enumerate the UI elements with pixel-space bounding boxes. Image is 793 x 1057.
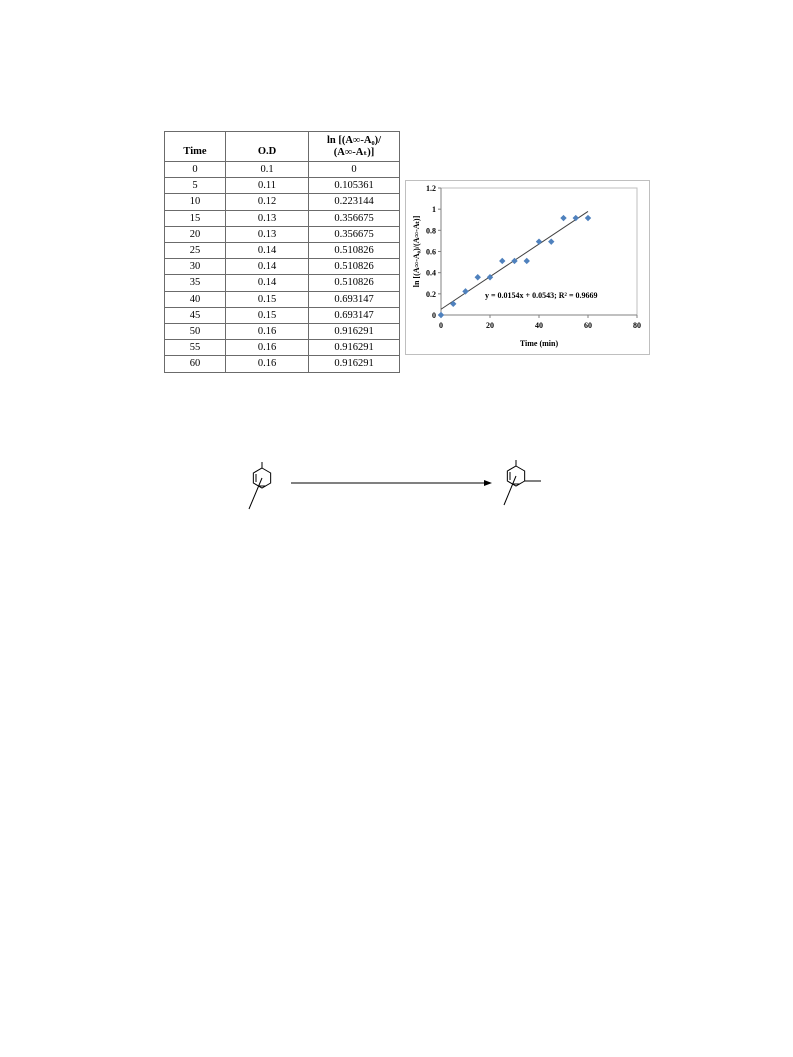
ln-value-cell: 0.356675 [309, 226, 400, 242]
y-tick-label: 0.8 [426, 226, 436, 236]
x-tick-label: 40 [535, 321, 543, 330]
table-row [165, 307, 400, 323]
time-cell: 5 [165, 178, 226, 194]
x-tick-label: 80 [633, 321, 641, 330]
table-row [165, 324, 400, 340]
ln-value-cell: 0.105361 [309, 178, 400, 194]
x-tick-label: 20 [486, 321, 494, 330]
ln-column-header [309, 132, 400, 162]
time-cell: 0 [165, 162, 226, 178]
time-cell: 60 [165, 356, 226, 372]
table-header-row [165, 132, 400, 162]
od-cell: 0.14 [226, 243, 309, 259]
ln-value-cell: 0.916291 [309, 340, 400, 356]
time-cell: 45 [165, 307, 226, 323]
table-row [165, 275, 400, 291]
ln-value-cell: 0 [309, 162, 400, 178]
ln-value-cell: 0.916291 [309, 324, 400, 340]
ln-header-line-1: ln [(A∞-A₀)/ [326, 135, 382, 146]
table-row [165, 340, 400, 356]
od-cell: 0.12 [226, 194, 309, 210]
y-tick-label: 0.6 [426, 247, 436, 257]
time-cell: 40 [165, 291, 226, 307]
od-cell: 0.14 [226, 259, 309, 275]
reaction-scheme [240, 452, 550, 517]
ln-value-cell: 0.510826 [309, 259, 400, 275]
od-cell: 0.14 [226, 275, 309, 291]
od-cell: 0.13 [226, 210, 309, 226]
x-axis-title: Time (min) [519, 339, 559, 348]
od-cell: 0.15 [226, 291, 309, 307]
time-column-header: Time [165, 132, 226, 162]
reaction-arrow [291, 480, 492, 486]
y-tick-label: 1.2 [426, 184, 436, 193]
od-cell: 0.1 [226, 162, 309, 178]
table-row [165, 226, 400, 242]
kinetics-chart [405, 180, 650, 355]
od-cell: 0.13 [226, 226, 309, 242]
od-cell: 0.16 [226, 324, 309, 340]
ln-value-cell: 0.693147 [309, 291, 400, 307]
y-tick-label: 0.2 [426, 289, 436, 299]
ln-value-cell: 0.356675 [309, 210, 400, 226]
product-structure [504, 460, 541, 505]
ln-header-line-2: (A∞-Aₜ)] [333, 147, 375, 158]
y-tick-label: 0.4 [426, 268, 436, 278]
table-row [165, 194, 400, 210]
table-row [165, 243, 400, 259]
x-tick-label: 60 [584, 321, 592, 330]
ln-value-cell: 0.916291 [309, 356, 400, 372]
table-row [165, 259, 400, 275]
time-cell: 25 [165, 243, 226, 259]
kinetics-data-table [164, 131, 400, 373]
time-cell: 55 [165, 340, 226, 356]
time-cell: 30 [165, 259, 226, 275]
time-cell: 10 [165, 194, 226, 210]
time-cell: 15 [165, 210, 226, 226]
y-axis-title: ln [(A∞-A₀)/(A∞-Aₜ)] [412, 215, 421, 288]
od-column-header: O.D [226, 132, 309, 162]
od-cell: 0.16 [226, 340, 309, 356]
time-cell: 20 [165, 226, 226, 242]
table-row [165, 291, 400, 307]
x-tick-label: 0 [439, 321, 443, 330]
chart-svg [405, 180, 650, 355]
ln-value-cell: 0.693147 [309, 307, 400, 323]
od-cell: 0.16 [226, 356, 309, 372]
time-cell: 50 [165, 324, 226, 340]
ln-value-cell: 0.510826 [309, 243, 400, 259]
table-row [165, 178, 400, 194]
ln-value-cell: 0.223144 [309, 194, 400, 210]
time-cell: 35 [165, 275, 226, 291]
table-row [165, 210, 400, 226]
od-cell: 0.15 [226, 307, 309, 323]
y-tick-label: 1 [432, 205, 436, 215]
od-cell: 0.11 [226, 178, 309, 194]
table-row [165, 356, 400, 372]
y-tick-label: 0 [432, 311, 436, 320]
trendline-equation: y = 0.0154x + 0.0543; R² = 0.9669 [485, 291, 598, 300]
ln-value-cell: 0.510826 [309, 275, 400, 291]
table-row [165, 162, 400, 178]
reactant-structure [249, 462, 271, 509]
